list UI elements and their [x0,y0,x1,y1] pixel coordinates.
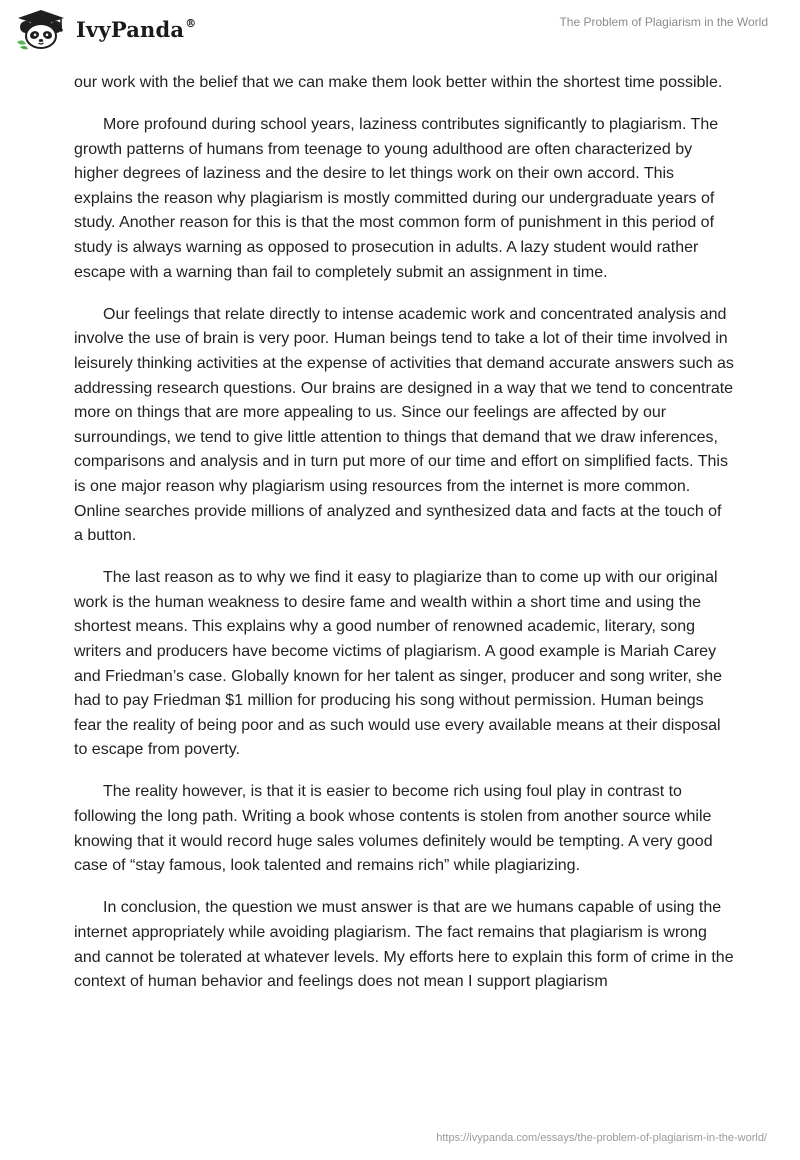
paragraph-continued: our work with the belief that we can make them look better within the shortest time possible. [74,74,723,91]
paragraph: In conclusion, the question we must answer is that are we humans capable of using the internet appropriately while avoiding plagiarism. The fact remains that plagiarism is wrong and cannot be tolerated at whatever levels. My efforts here to explain this form of crime in the context of human behavior and feelings does not mean I support plagiarism [74,899,734,991]
registered-mark: ® [185,16,197,30]
page-header [0,0,800,70]
paragraph: The reality however, is that it is easier to become rich using foul play in contrast to following the long path. Writing a book whose contents is stolen from another source while knowing that it would record huge sales volumes definitely would be tempting. A very good case of “stay famous, look talented and remains rich” while plagiarizing. [74,783,713,875]
source-url-link[interactable]: https://ivypanda.com/essays/the-problem-of-plagiarism-in-the-world/ [436,1132,767,1144]
document-title: The Problem of Plagiarism in the World [559,15,768,29]
brand-name [76,17,196,42]
paragraph: Our feelings that relate directly to intense academic work and concentrated analysis and involve the use of brain is very poor. Human beings tend to take a lot of their time involved in leisurely thinking activities at the expense of activities that demand accurate answers such as addressing research questions. Our brains are designed in a way that we tend to concentrate more on things that are more appealing to us. Since our feelings are affected by our surroundings, we tend to give little attention to things that demand that we draw inferences, comparisons and analysis and in turn put more of our time and effort on simplified facts. This is one major reason why plagiarism using resources from the internet is more common. Online searches provide millions of analyzed and synthesized data and facts at the touch of a button. [74,305,734,545]
essay-body [74,71,734,1012]
panda-graduate-icon [14,8,68,50]
paragraph: More profound during school years, laziness contributes significantly to plagiarism. The growth patterns of humans from teenage to young adulthood are often characterized by higher degrees of laziness and the desire to let things work on their own accord. This explains the reason why plagiarism is mostly committed during our undergraduate years of study. Another reason for this is that the most common form of punishment in this period of study is always warning as opposed to prosecution in adults. A lazy student would rather escape with a warning than fail to completely submit an assignment in time. [74,116,719,281]
paragraph: The last reason as to why we find it easy to plagiarize than to come up with our original work is the human weakness to desire fame and wealth within a short time and using the shortest means. This explains why a good number of renowned academic, literary, song writers and producers have become victims of plagiarism. A good example is Mariah Carey and Friedman’s case. Globally known for her talent as singer, producer and song writer, she had to pay Friedman $1 million for producing his song without permission. Human beings fear the reality of being poor and as such would use every available means at their disposal to escape from poverty. [74,569,723,759]
brand-name-text: IvyPanda [76,16,185,42]
ivypanda-logo[interactable] [14,8,196,50]
